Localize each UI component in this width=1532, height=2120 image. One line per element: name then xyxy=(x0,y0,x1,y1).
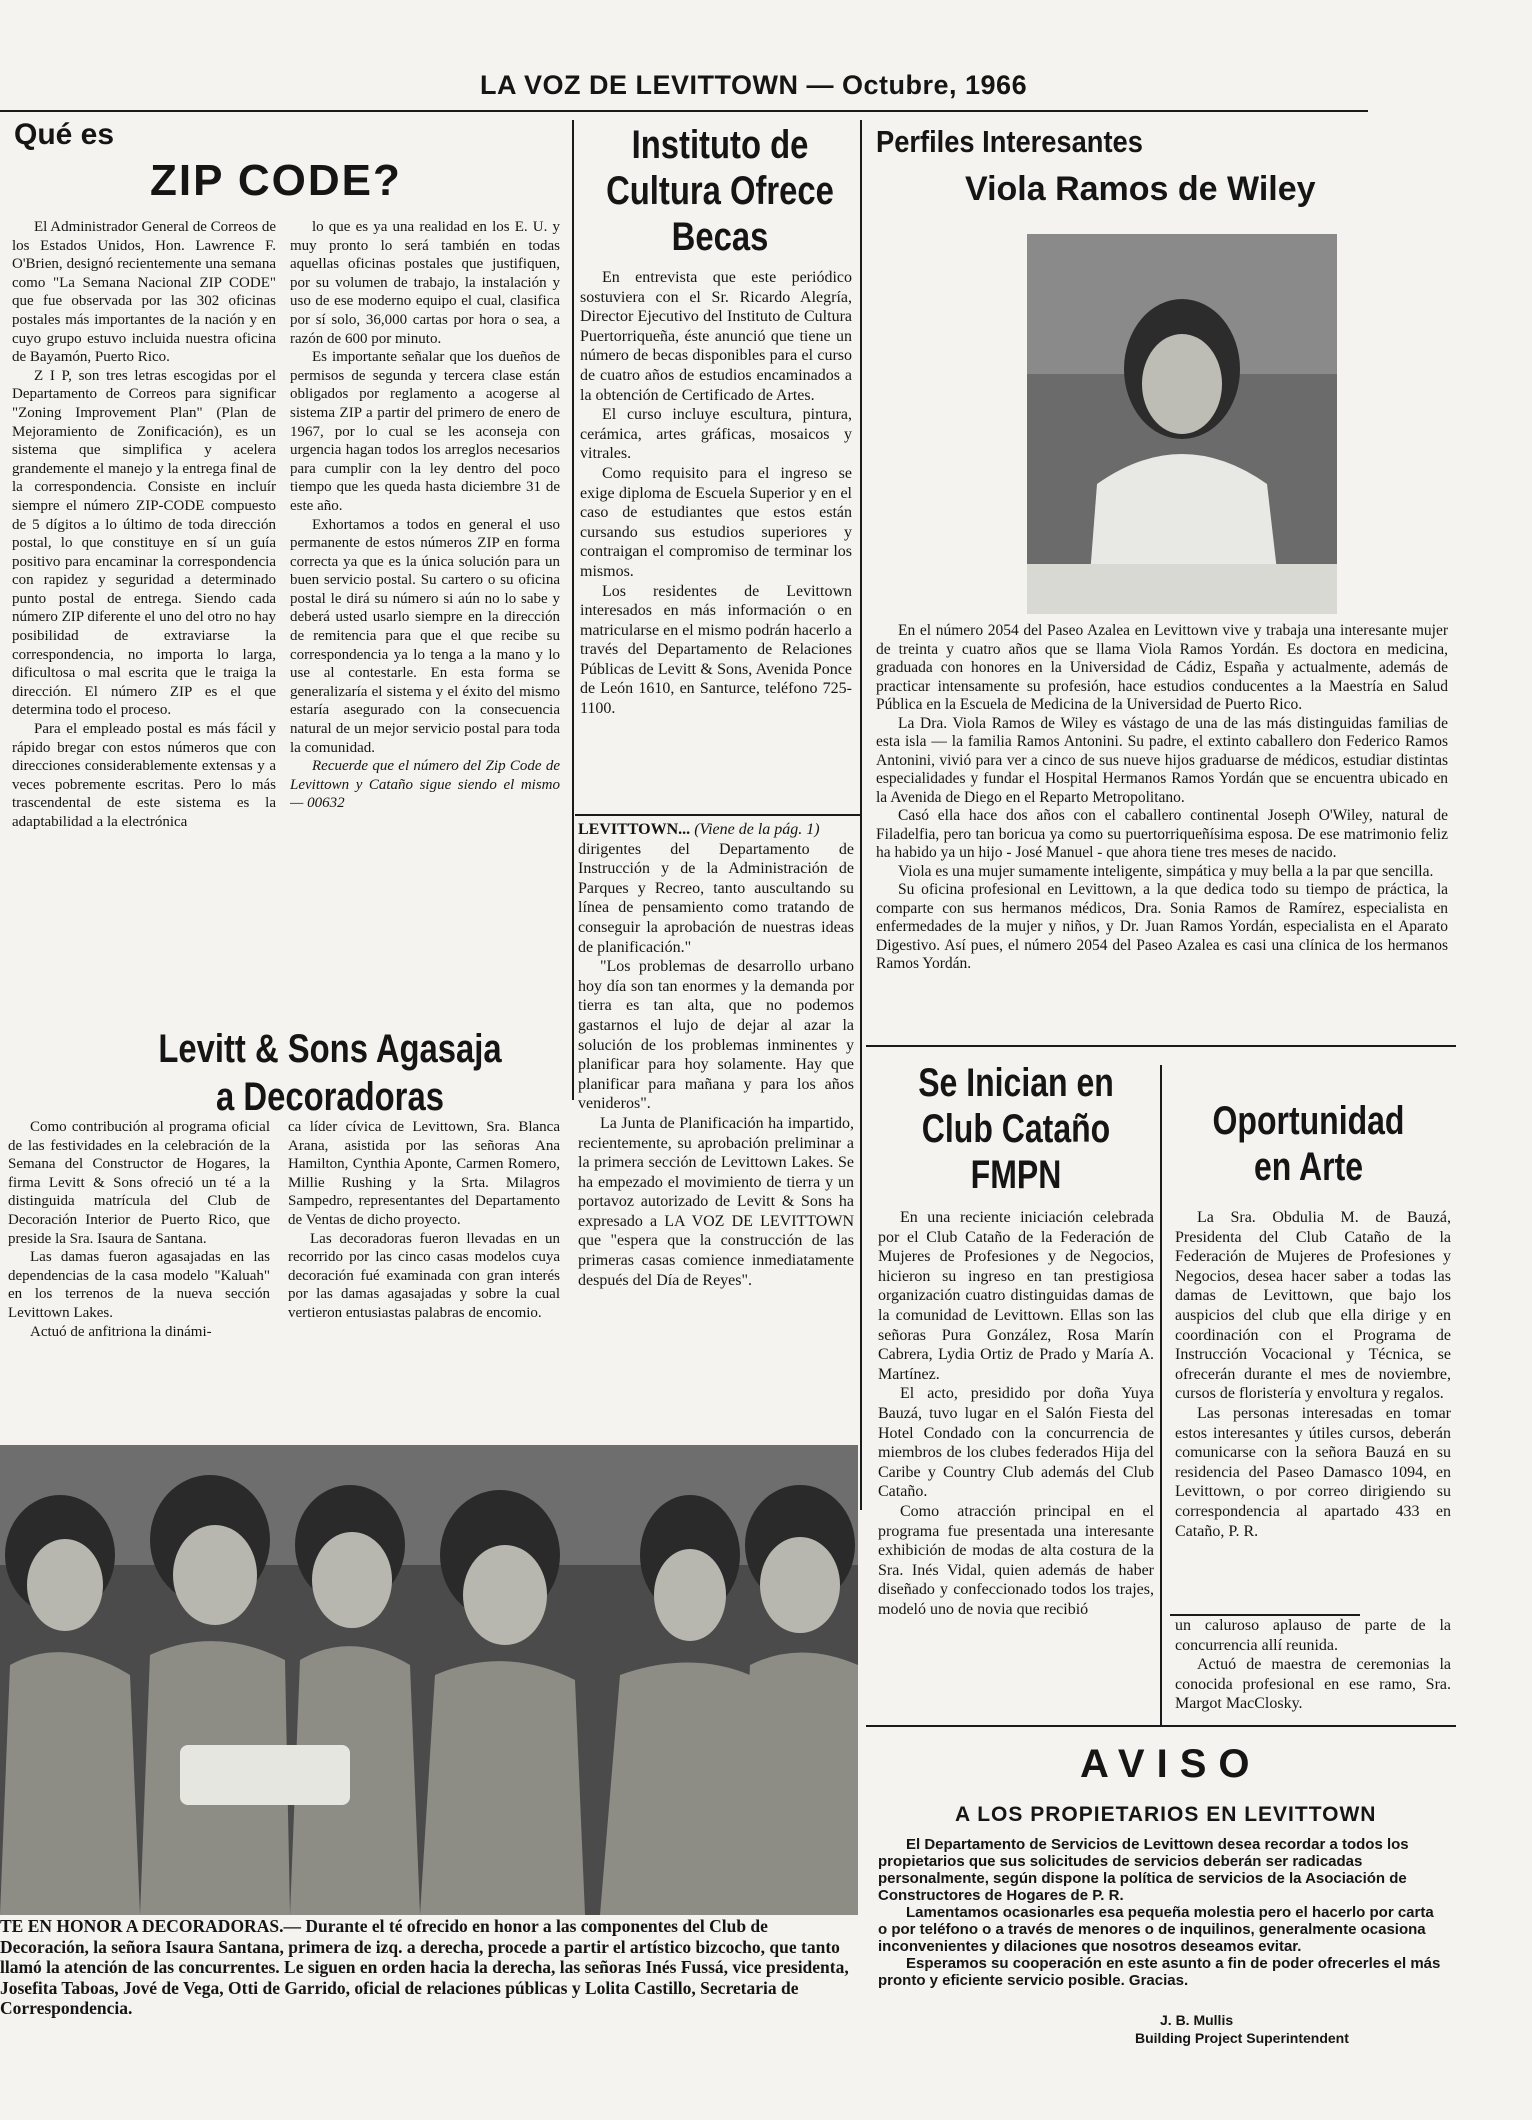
arte-p1: La Sra. Obdulia M. de Bauzá, Presidenta del Club Cataño de la Federación de Mujeres de Profesiones y Negocios, desea hacer saber a todas las damas de Levittown, que bajo los auspicios del club que ella dirige y en coordinación con el Programa de Instrucción Vocacional y Técnica, se ofrecerán durante el mes de noviembre, cursos de floristería y envoltura y regalos. xyxy=(1175,1209,1451,1403)
perfiles-p4: Viola es una mujer sumamente inteligente, simpática y muy bella a la par que sencilla. xyxy=(898,862,1434,880)
column-rule-3 xyxy=(1160,1065,1162,1725)
levitt-c1-p2: Las damas fueron agasajadas en las dependencias de la casa modelo "Kaluah" en los terrenos de la nueva sección Levittown Lakes. xyxy=(8,1249,270,1321)
levittown-cont-label: LEVITTOWN... xyxy=(578,821,691,838)
catano-p1: En una reciente iniciación celebrada por el Club Cataño de la Federación de Mujeres de Profesiones y de Negocios, hicieron su ingreso en tan prestigiosa organización cuatro distinguidas damas de la comunidad de Levittown. Ellas son las señoras Pura González, Rosa Marín Cabrera, Lydia Ortiz de Prado y María A. Martínez. xyxy=(878,1209,1154,1383)
levittown-cont-p2: "Los problemas de desarrollo urbano hoy día son tan enormes y la demanda por tierra es tan alta, que no podemos gastarnos el lujo de dejar al azar la solución de los problemas inminentes y planificar para hoy solamente. Hay que planificar para mañana y para los años venideros". xyxy=(578,958,854,1113)
levitt-column-1 xyxy=(8,1118,270,1418)
levitt-c2-p2: Las decoradoras fueron llevadas en un recorrido por las cinco casas modelos cuya decoración fué examinada con gran interés por las damas agasajadas y sobre la cual vertieron entusiastas palabras de encomio. xyxy=(288,1230,560,1321)
instituto-p3: Como requisito para el ingreso se exige diploma de Escuela Superior y en el caso de estudiantes que estos están cursando sus estudios superiores y contraigan el compromiso de terminar los mismos. xyxy=(580,464,852,580)
perfiles-body xyxy=(876,622,1448,1040)
zip-closing: Recuerde que el número del Zip Code de Levittown y Cataño sigue siendo el mismo — 00632 xyxy=(290,758,560,812)
aviso-subtitle: A LOS PROPIETARIOS EN LEVITTOWN xyxy=(955,1803,1377,1826)
aviso-p2: Lamentamos ocasionarles esa pequeña molestia pero el hacerlo por carta o por teléfono o a través de menores o de inquilinos, generalmente ocasiona inconvenientes y dilaciones que nosotros deseamos evitar. xyxy=(878,1904,1434,1955)
catano-p3: Como atracción principal en el programa fue presentada una interesante exhibición de modas de alta costura de la Sra. Inés Vidal, quien además de haber diseñado y confeccionado todos los trajes, modeló uno de novia que recibió xyxy=(878,1502,1154,1618)
aviso-top-rule xyxy=(866,1725,1456,1727)
instituto-p4: Los residentes de Levittown interesados en más información o en matricularse en el mismo podrán hacerlo a través del Departamento de Relaciones Públicas de Levitt & Sons, Avenida Ponce de León 1610, en Santurce, teléfono 725-1100. xyxy=(580,582,852,718)
perfiles-rule xyxy=(866,1045,1456,1047)
arte-tail-1: un caluroso aplauso de parte de la concurrencia allí reunida. xyxy=(1175,1617,1451,1654)
zip-c2-p3: Exhortamos a todos en general el uso permanente de estos números ZIP en forma correcta ya que es la única solución para un buen servicio postal. Su cartero o su oficina postal le dirá su número si aún no lo sabe y deberá usted usarlo siempre en la dirección de remitencia para que el que recibe su correspondencia ya lo tenga a la mano y lo use al contestarle. En esta forma se generalizaría el sistema y el éxito del mismo estaría asegurado con la consecuencia natural de un mejor servicio postal para toda la comunidad. xyxy=(290,516,560,756)
portrait-photo xyxy=(1027,234,1337,614)
masthead-rule xyxy=(0,110,1368,112)
perfiles-title: Viola Ramos de Wiley xyxy=(965,170,1316,208)
zip-title: ZIP CODE? xyxy=(150,156,402,205)
aviso-p3: Esperamos su cooperación en este asunto a fin de poder ofrecerles el más pronto y eficiente servicio posible. Gracias. xyxy=(878,1955,1441,1989)
arte-title-l1: Oportunidad xyxy=(1212,1099,1405,1143)
instituto-title-l3: Becas xyxy=(671,215,769,259)
levittown-cont-p1: dirigentes del Departamento de Instrucción y de la Administración de Parques y Recreo, tanto auscultando su línea de pensamiento como tratando de conseguir la aprobación de nuestras ideas de planificación." xyxy=(578,840,854,956)
catano-p2: El acto, presidido por doña Yuya Bauzá, tuvo lugar en el Salón Fiesta del Hotel Condado con la concurrencia de miembros de los clubes federados Hija del Caribe y Country Club además del Club Cataño. xyxy=(878,1385,1154,1501)
levitt-c1-p3: Actuó de anfitriona la dinámi- xyxy=(30,1323,212,1340)
levittown-cont-p3: La Junta de Planificación ha impartido, recientemente, su aprobación preliminar a la primera sección de Levittown Lakes. Se ha empezado el movimiento de tierra y un portavoz autorizado de Levitt & Sons ha expresado a LA VOZ DE LEVITTOWN que "espera que la construcción de las primeras casas comience inmediatamente después del Día de Reyes". xyxy=(578,1114,854,1289)
group-illustration xyxy=(0,1445,858,1915)
caption-text: Durante el té ofrecido en honor a las componentes del Club de Decoración, la señora Isaura Santana, primera de izq. a derecha, procede a partir el artístico bizcocho, que tanto llamó la atención de las concurrentes. Le siguen en orden hacia la derecha, las señoras Inés Fussá, vice presidenta, Josefita Taboas, Jové de Vega, Otti de Garrido, oficial de relaciones públicas y Lolita Castillo, Secretaria de Correspondencia. xyxy=(0,1916,849,2018)
perfiles-kicker: Perfiles Interesantes xyxy=(876,124,1143,159)
arte-title xyxy=(1195,1098,1423,1190)
aviso-body xyxy=(878,1836,1444,1989)
column-rule-1 xyxy=(572,120,574,1100)
zip-column-2 xyxy=(290,218,560,1018)
arte-tail-2: Actuó de maestra de ceremonias la conocida profesional en ese ramo, Sra. Margot MacClosky. xyxy=(1175,1656,1451,1713)
instituto-p1: En entrevista que este periódico sostuviera con el Sr. Ricardo Alegría, Director Ejecutivo del Instituto de Cultura Puertorriqueña, éste anunció que tiene un número de becas disponibles para el curso de cuatro años de estudios encaminados a la obtención de Certificado de Artes. xyxy=(580,269,852,404)
catano-title-l1: Se Inician en xyxy=(918,1061,1114,1105)
column-rule-2 xyxy=(860,120,862,1510)
instituto-title-l1: Instituto de xyxy=(631,123,809,167)
catano-title xyxy=(904,1060,1128,1198)
instituto-title-l2: Cultura Ofrece xyxy=(606,169,834,213)
zip-c2-p2: Es importante señalar que los dueños de permisos de segunda y tercera clase están obligados por reglamento a acogerse al sistema ZIP a partir del primero de enero de 1967, por lo cual se les aconseja con urgencia hagan todos los arreglos necesarios para cumplir con la ley dentro del poco tiempo que les queda hasta diciembre 31 de este año. xyxy=(290,349,560,514)
masthead: LA VOZ DE LEVITTOWN — Octubre, 1966 xyxy=(480,70,1028,100)
catano-continued xyxy=(1175,1616,1451,1716)
instituto-rule xyxy=(575,814,860,816)
catano-body xyxy=(878,1208,1154,1713)
perfiles-p5: Su oficina profesional en Levittown, a la que dedica todo su tiempo de práctica, la comparte con sus hermanos médicos, Dra. Sonia Ramos de Ramírez, especialista en enfermedades de la mujer y niños, y Dr. Juan Ramos Yordán, especialista en el Aparato Digestivo. Así pues, el número 2054 del Paseo Azalea es casi una clínica de los hermanos Ramos Yordán. xyxy=(876,881,1448,972)
zip-kicker: Qué es xyxy=(14,118,115,151)
aviso-signer: J. B. Mullis xyxy=(1160,2012,1234,2028)
group-photo xyxy=(0,1445,858,1915)
arte-title-l2: en Arte xyxy=(1253,1145,1364,1189)
levitt-column-2 xyxy=(288,1118,560,1418)
zip-c1-p1: El Administrador General de Correos de los Estados Unidos, Hon. Lawrence F. O'Brien, designó recientemente una semana como "La Semana Nacional ZIP CODE" que fue observada por las 302 oficinas postales más importantes de la nación y en cuyo grupo estuvo incluida nuestra oficina de Bayamón, Puerto Rico. xyxy=(12,219,276,366)
arte-p2: Las personas interesadas en tomar estos interesantes y útiles cursos, deberán comunicarse con la señora Bauzá en su residencia del Paseo Damasco 1094, en Levittown, o por correo dirigiendo su correspondencia al apartado 433 en Cataño, P. R. xyxy=(1175,1404,1451,1540)
aviso-signer-title: Building Project Superintendent xyxy=(1135,2030,1349,2046)
catano-title-l3: FMPN xyxy=(970,1153,1062,1197)
levitt-c2-p1: ca líder cívica de Levittown, Sra. Blanca Arana, asistida por las señoras Ana Hamilton, Cynthia Aponte, Carmen Romero, Millie Rushing y la Srta. Milagros Sampedro, representantes del Departamento de Ventas de dicho proyecto. xyxy=(288,1119,560,1228)
perfiles-p1: En el número 2054 del Paseo Azalea en Levittown vive y trabaja una interesante mujer de treinta y cuatro años que se llama Viola Ramos Yordán. Es doctora en medicina, graduada con honores en la Universidad de Cádiz, España y actualmente, además de practicar intensamente su profesión, hace estudios conducentes a la Maestría en Salud Pública en la Escuela de Medicina de la Universidad de Puerto Rico. xyxy=(876,622,1448,713)
levitt-title-l1: Levitt & Sons Agasaja xyxy=(158,1027,502,1071)
levitt-c1-p1: Como contribución al programa oficial de las festividades en la celebración de la Semana del Constructor de Hogares, la firma Levitt & Sons ofreció un té a la distinguida matrícula del Club de Decoración Interior de Puerto Rico, que preside la Sra. Isaura de Santana. xyxy=(8,1119,270,1247)
aviso-title: AVISO xyxy=(1080,1742,1262,1786)
levittown-continuation xyxy=(578,820,854,1440)
levitt-title xyxy=(150,1025,511,1121)
instituto-body xyxy=(580,268,852,813)
arte-body xyxy=(1175,1208,1451,1608)
zip-column-1 xyxy=(12,218,276,1018)
photo-caption xyxy=(0,1916,860,2019)
zip-c2-p1: lo que es ya una realidad en los E. U. y muy pronto lo será también en todas aquellas oficinas postales que justifiquen, por su volumen de trabajo, la instalación y uso de ese moderno equipo el cual, clasifica por sí solo, 36,000 cartas por hora o sea, a razón de 600 por minuto. xyxy=(290,219,560,347)
instituto-title xyxy=(605,122,835,260)
portrait-illustration xyxy=(1027,234,1337,614)
perfiles-p3: Casó ella hace dos años con el caballero continental Joseph O'Wiley, natural de Filadelfia, pero tan boricua ya como su puertorriqueñísima esposa. De ese matrimonio feliz ha habido ya un hijo - José Manuel - que ahora tiene tres meses de nacido. xyxy=(876,807,1448,861)
zip-c1-p2: Z I P, son tres letras escogidas por el Departamento de Correos para significar "Zoning Improvement Plan" (Plan de Mejoramiento de Zonificación), es un sistema que simplifica y acelera grandemente el manejo y la entrega final de la correspondencia. Consiste en incluír siempre el número ZIP-CODE compuesto de 5 dígitos a lo último de toda dirección postal, lo que constituye en sí un guía positivo para encaminar la correspondencia con rapidez y seguridad a determinado punto postal de entrega. Siendo cada número ZIP diferente el uno del otro no hay posibilidad de extraviarse la correspondencia, no importa lo larga, dificultosa o mal escrita que le traiga la dirección. El número ZIP es el que determina todo el proceso. xyxy=(12,367,276,719)
levitt-title-l2: a Decoradoras xyxy=(216,1075,444,1119)
aviso-p1: El Departamento de Servicios de Levittown desea recordar a todos los propietarios que sus solicitudes de servicios deberán ser radicadas personalmente, según dispone la política de servicios de la Asociación de Constructores de Hogares de P. R. xyxy=(878,1836,1409,1904)
levittown-cont-ref: (Viene de la pág. 1) xyxy=(694,821,820,838)
caption-lead: TE EN HONOR A DECORADORAS.— xyxy=(0,1916,301,1936)
zip-c1-p3: Para el empleado postal es más fácil y rápido bregar con estos números que con direcciones considerablemente extensas y a veces pobremente escritas. Pero lo más trascendental de este sistema es la adaptabilidad a la electrónica xyxy=(12,721,276,830)
instituto-p2: El curso incluye escultura, pintura, cerámica, artes gráficas, mosaicos y vitrales. xyxy=(580,406,852,463)
catano-title-l2: Club Cataño xyxy=(921,1107,1111,1151)
perfiles-p2: La Dra. Viola Ramos de Wiley es vástago de una de las más distinguidas familias de esta isla — la familia Ramos Antonini. Su padre, el extinto caballero don Federico Ramos Antonini, vivió para ver a cinco de sus nueve hijos graduarse de médicos, estudiar distintas especialidades y fundar el Hospital Hermanos Ramos Yordán que se encuentra ubicado en la Avenida de Diego en el Reparto Metropolitano. xyxy=(876,714,1448,806)
